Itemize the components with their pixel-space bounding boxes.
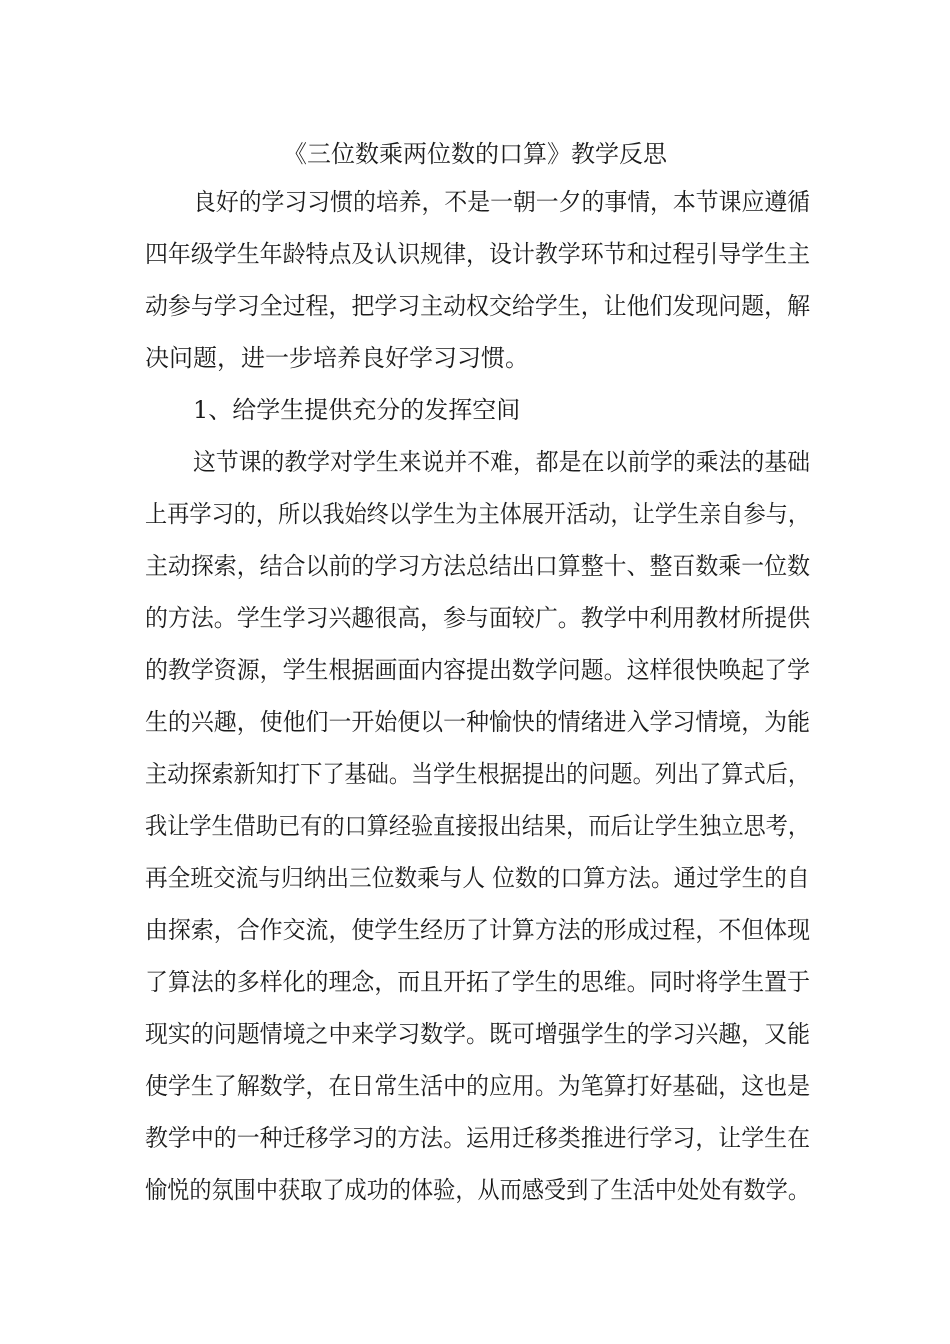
paragraph-1-line-2: 四年级学生年龄特点及认识规律，设计教学环节和过程引导学生主 <box>145 240 811 268</box>
document-title: 《三位数乘两位数的口算》教学反思 <box>283 140 667 168</box>
paragraph-2-line-4: 的方法。学生学习兴趣很高，参与面较广。教学中利用教材所提供 <box>145 604 811 632</box>
paragraph-2-line-12: 现实的问题情境之中来学习数学。既可增强学生的学习兴趣，又能 <box>145 1020 811 1048</box>
paragraph-2-line-14: 教学中的一种迁移学习的方法。运用迁移类推进行学习，让学生在 <box>145 1124 811 1152</box>
paragraph-1-line-3: 动参与学习全过程，把学习主动权交给学生，让他们发现问题，解 <box>145 292 811 320</box>
section-heading-1: 1、给学生提供充分的发挥空间 <box>193 396 521 424</box>
paragraph-2-line-1: 这节课的教学对学生来说并不难，都是在以前学的乘法的基础 <box>193 448 811 476</box>
paragraph-2-line-6: 生的兴趣，使他们一开始便以一种愉快的情绪进入学习情境，为能 <box>145 708 811 736</box>
paragraph-2-line-13: 使学生了解数学，在日常生活中的应用。为笔算打好基础，这也是 <box>145 1072 811 1100</box>
paragraph-1-line-4: 决问题，进一步培养良好学习习惯。 <box>145 344 529 372</box>
paragraph-2-line-15: 愉悦的氛围中获取了成功的体验，从而感受到了生活中处处有数学。 <box>145 1176 810 1204</box>
paragraph-2-line-7: 主动探索新知打下了基础。当学生根据提出的问题。列出了算式后， <box>145 760 810 788</box>
paragraph-2-line-8: 我让学生借助已有的口算经验直接报出结果，而后让学生独立思考， <box>145 812 810 840</box>
paragraph-2-line-10: 由探索，合作交流，使学生经历了计算方法的形成过程，不但体现 <box>145 916 811 944</box>
paragraph-2-line-5: 的教学资源，学生根据画面内容提出数学问题。这样很快唤起了学 <box>145 656 811 684</box>
paragraph-2-line-9: 再全班交流与归纳出三位数乘与人 位数的口算方法。通过学生的自 <box>145 864 810 892</box>
paragraph-1-line-1: 良好的学习习惯的培养，不是一朝一夕的事情，本节课应遵循 <box>193 188 811 216</box>
paragraph-2-line-3: 主动探索，结合以前的学习方法总结出口算整十、整百数乘一位数 <box>145 552 811 580</box>
paragraph-2-line-2: 上再学习的，所以我始终以学生为主体展开活动，让学生亲自参与， <box>145 500 810 528</box>
paragraph-2-line-11: 了算法的多样化的理念，而且开拓了学生的思维。同时将学生置于 <box>145 968 811 996</box>
